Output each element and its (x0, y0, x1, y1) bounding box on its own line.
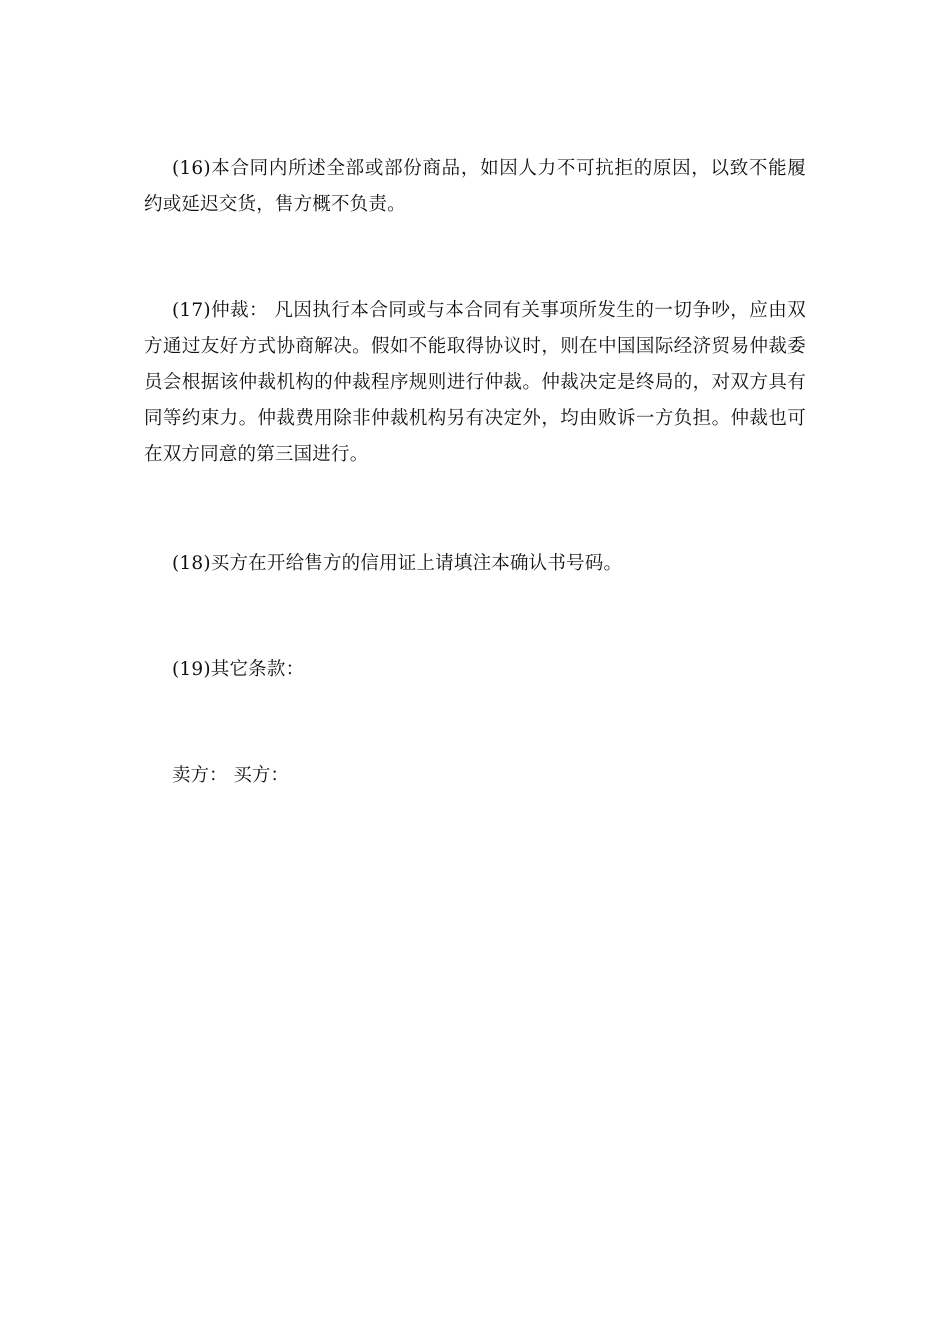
clause-17-arbitration: (17)仲裁： 凡因执行本合同或与本合同有关事项所发生的一切争吵，应由双方通过友好方式协商解决。假如不能取得协议时，则在中国国际经济贸易仲裁委员会根据该仲裁机构的仲裁程序规则进行仲裁。仲裁决定是终局的，对双方具有同等约束力。仲裁费用除非仲裁机构另有决定外，均由败诉一方负担。仲裁也可在双方同意的第三国进行。 (144, 300, 806, 465)
clause-19-other-terms: (19)其它条款： (172, 659, 305, 680)
seller-label: 卖方： (172, 765, 228, 786)
clause-16: (16)本合同内所述全部或部份商品，如因人力不可抗拒的原因，以致不能履约或延迟交货，售方概不负责。 (144, 158, 806, 215)
clause-18: (18)买方在开给售方的信用证上请填注本确认书号码。 (172, 553, 623, 574)
signature-line (172, 758, 289, 794)
buyer-label: 买方： (233, 765, 289, 786)
